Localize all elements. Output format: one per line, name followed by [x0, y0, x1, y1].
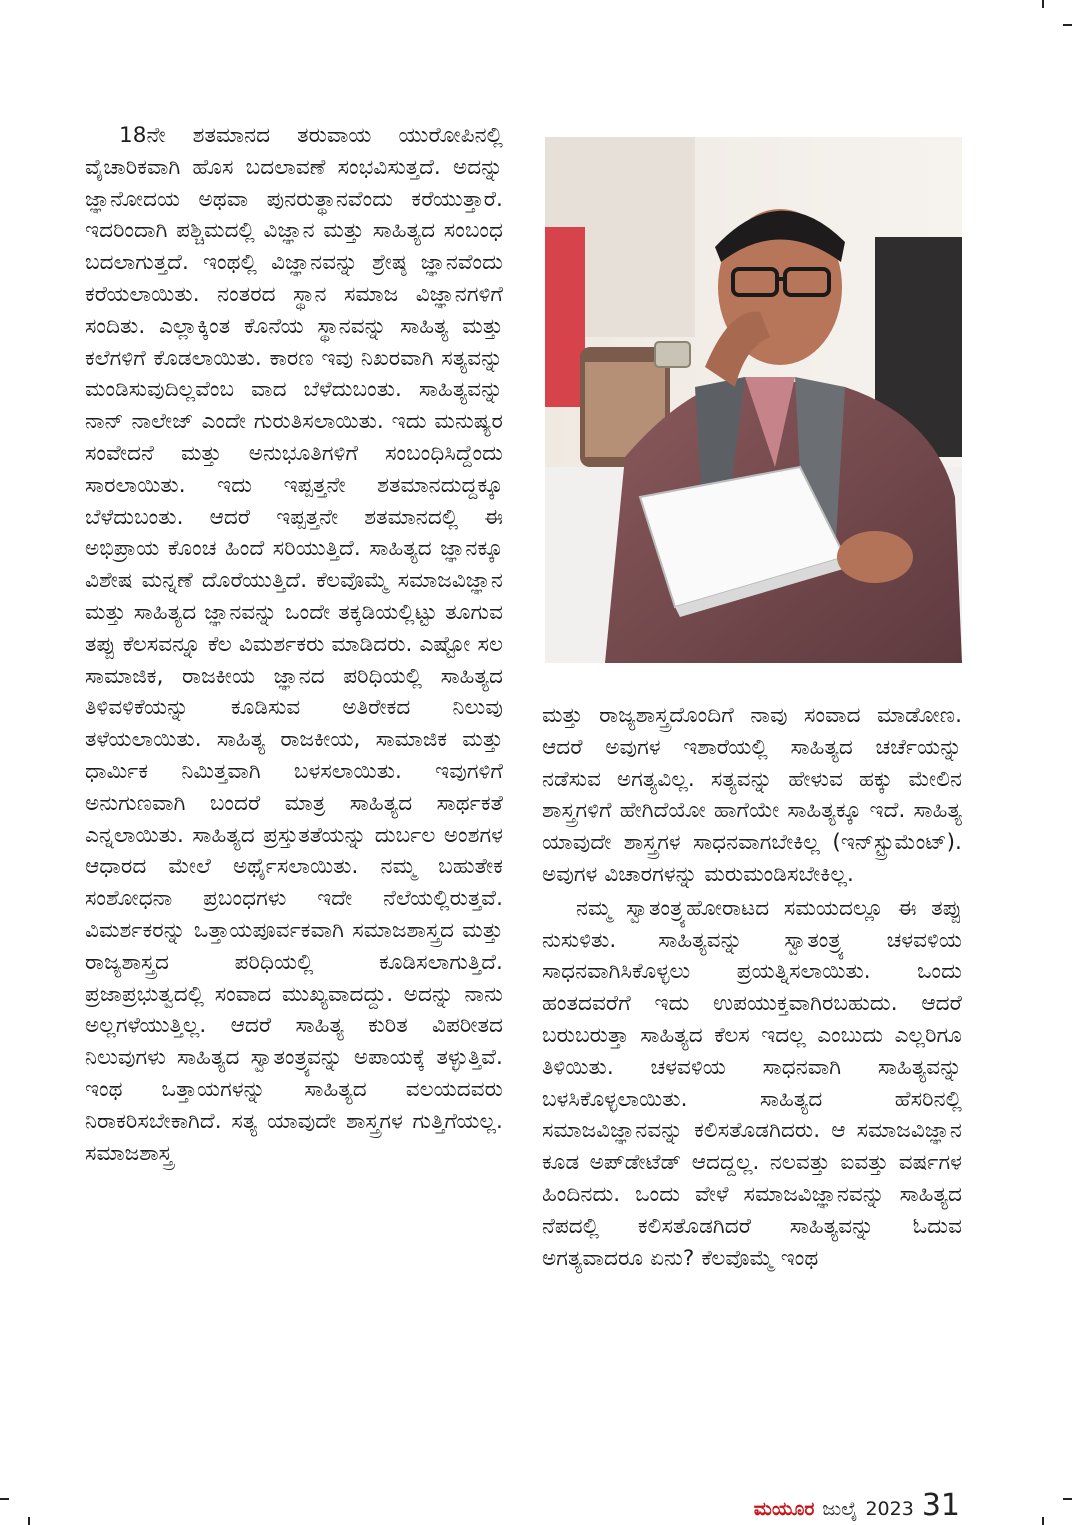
paragraph: 18ನೇ ಶತಮಾನದ ತರುವಾಯ ಯುರೋಪಿನಲ್ಲಿ ವೈಚಾರಿಕವಾಗಿ ಹೊಸ ಬದಲಾವಣೆ ಸಂಭವಿಸುತ್ತದೆ. ಅದನ್ನು ಜ್ಞಾನೋದಯ ಅಥವಾ ಪುನರುತ್ಥಾನವೆಂದು ಕರೆಯುತ್ತಾರೆ. ಇದರಿಂದಾಗಿ ಪಶ್ಚಿಮದಲ್ಲಿ ವಿಜ್ಞಾನ ಮತ್ತು ಸಾಹಿತ್ಯದ ಸಂಬಂಧ ಬದಲಾಗುತ್ತದೆ. ಇಂಥಲ್ಲಿ ವಿಜ್ಞಾನವನ್ನು ಶ್ರೇಷ್ಠ ಜ್ಞಾನವೆಂದು ಕರೆಯಲಾಯಿತು. ನಂತರದ ಸ್ಥಾನ ಸಮಾಜ ವಿಜ್ಞಾನಗಳಿಗೆ ಸಂದಿತು. ಎಲ್ಲಾಕ್ಕಿಂತ ಕೊನೆಯ ಸ್ಥಾನವನ್ನು ಸಾಹಿತ್ಯ ಮತ್ತು ಕಲೆಗಳಿಗೆ ಕೊಡಲಾಯಿತು. ಕಾರಣ ಇವು ನಿಖರವಾಗಿ ಸತ್ಯವನ್ನು ಮಂಡಿಸುವುದಿಲ್ಲವೆಂಬ ವಾದ ಬೆಳೆದುಬಂತು. ಸಾಹಿತ್ಯವನ್ನು ನಾನ್ ನಾಲೇಜ್ ಎಂದೇ ಗುರುತಿಸಲಾಯಿತು. ಇದು ಮನುಷ್ಯರ ಸಂವೇದನೆ ಮತ್ತು ಅನುಭೂತಿಗಳಿಗೆ ಸಂಬಂಧಿಸಿದ್ದೆಂದು ಸಾರಲಾಯಿತು. ಇದು ಇಪ್ಪತ್ತನೇ ಶತಮಾನದುದ್ದಕ್ಕೂ ಬೆಳೆದುಬಂತು. ಆದರೆ ಇಪ್ಪತ್ತನೇ ಶತಮಾನದಲ್ಲಿ ಈ ಅಭಿಪ್ರಾಯ ಕೊಂಚ ಹಿಂದೆ ಸರಿಯುತ್ತಿದೆ. ಸಾಹಿತ್ಯದ ಜ್ಞಾನಕ್ಕೂ ವಿಶೇಷ ಮನ್ನಣೆ ದೊರೆಯುತ್ತಿದೆ. ಕೆಲವೊಮ್ಮೆ ಸಮಾಜವಿಜ್ಞಾನ ಮತ್ತು ಸಾಹಿತ್ಯದ ಜ್ಞಾನವನ್ನು ಒಂದೇ ತಕ್ಕಡಿಯಲ್ಲಿಟ್ಟು ತೂಗುವ ತಪ್ಪು ಕೆಲಸವನ್ನೂ ಕೆಲ ವಿಮರ್ಶಕರು ಮಾಡಿದರು. ಎಷ್ಟೋ ಸಲ ಸಾಮಾಜಿಕ, ರಾಜಕೀಯ ಜ್ಞಾನದ ಪರಿಧಿಯಲ್ಲಿ ಸಾಹಿತ್ಯದ ತಿಳಿವಳಿಕೆಯನ್ನು ಕೂಡಿಸುವ ಅತಿರೇಕದ ನಿಲುವು ತಳೆಯಲಾಯಿತು. ಸಾಹಿತ್ಯ ರಾಜಕೀಯ, ಸಾಮಾಜಿಕ ಮತ್ತು ಧಾರ್ಮಿಕ ನಿಮಿತ್ತವಾಗಿ ಬಳಸಲಾಯಿತು. ಇವುಗಳಿಗೆ ಅನುಗುಣವಾಗಿ ಬಂದರೆ ಮಾತ್ರ ಸಾಹಿತ್ಯದ ಸಾರ್ಥಕತೆ ಎನ್ನಲಾಯಿತು. ಸಾಹಿತ್ಯದ ಪ್ರಸ್ತುತತೆಯನ್ನು ದುರ್ಬಲ ಅಂಶಗಳ ಆಧಾರದ ಮೇಲೆ ಅರ್ಥೈಸಲಾಯಿತು. ನಮ್ಮ ಬಹುತೇಕ ಸಂಶೋಧನಾ ಪ್ರಬಂಧಗಳು ಇದೇ ನೆಲೆಯಲ್ಲಿರುತ್ತವೆ. ವಿಮರ್ಶಕರನ್ನು ಒತ್ತಾಯಪೂರ್ವಕವಾಗಿ ಸಮಾಜಶಾಸ್ತ್ರದ ಮತ್ತು ರಾಜ್ಯಶಾಸ್ತ್ರದ ಪರಿಧಿಯಲ್ಲಿ ಕೂಡಿಸಲಾಗುತ್ತಿದೆ. ಪ್ರಜಾಪ್ರಭುತ್ವದಲ್ಲಿ ಸಂವಾದ ಮುಖ್ಯವಾದದ್ದು. ಅದನ್ನು ನಾನು ಅಲ್ಲಗಳೆಯುತ್ತಿಲ್ಲ. ಆದರೆ ಸಾಹಿತ್ಯ ಕುರಿತ ವಿಪರೀತದ ನಿಲುವುಗಳು ಸಾಹಿತ್ಯದ ಸ್ವಾತಂತ್ರ್ಯವನ್ನು ಅಪಾಯಕ್ಕೆ ತಳ್ಳುತ್ತಿವೆ. ಇಂಥ ಒತ್ತಾಯಗಳನ್ನು ಸಾಹಿತ್ಯದ ವಲಯದವರು ನಿರಾಕರಿಸಬೇಕಾಗಿದೆ. ಸತ್ಯ ಯಾವುದೇ ಶಾಸ್ತ್ರಗಳ ಗುತ್ತಿಗೆಯಲ್ಲ. ಸಮಾಜಶಾಸ್ತ್ರ: [85, 123, 503, 1166]
issue-year: 2023: [865, 1498, 914, 1520]
paragraph: ಮತ್ತು ರಾಜ್ಯಶಾಸ್ತ್ರದೊಂದಿಗೆ ನಾವು ಸಂವಾದ ಮಾಡೋಣ. ಆದರೆ ಅವುಗಳ ಇಶಾರೆಯಲ್ಲಿ ಸಾಹಿತ್ಯದ ಚರ್ಚೆಯನ್ನು ನಡೆಸುವ ಅಗತ್ಯವಿಲ್ಲ. ಸತ್ಯವನ್ನು ಹೇಳುವ ಹಕ್ಕು ಮೇಲಿನ ಶಾಸ್ತ್ರಗಳಿಗೆ ಹೇಗಿದೆಯೋ ಹಾಗೆಯೇ ಸಾಹಿತ್ಯಕ್ಕೂ ಇದೆ. ಸಾಹಿತ್ಯ ಯಾವುದೇ ಶಾಸ್ತ್ರಗಳ ಸಾಧನವಾಗಬೇಕಿಲ್ಲ (ಇನ್‌ಸ್ಟ್ರುಮೆಂಟ್). ಅವುಗಳ ವಿಚಾರಗಳನ್ನು ಮರುಮಂಡಿಸಬೇಕಿಲ್ಲ.: [542, 703, 962, 887]
crop-mark: [1042, 1517, 1044, 1525]
author-photo-image: [545, 137, 962, 663]
magazine-logo: ಮಯೂರ: [753, 1498, 815, 1520]
crop-mark: [0, 1498, 9, 1500]
page-footer: [754, 1488, 960, 1523]
crop-mark: [1063, 1498, 1072, 1500]
crop-mark: [1042, 0, 1044, 8]
author-photo: [545, 137, 962, 663]
issue-month: ಜುಲೈ: [822, 1498, 858, 1520]
crop-mark: [28, 1517, 30, 1525]
article-column-right: [542, 700, 962, 1274]
paragraph: ನಮ್ಮ ಸ್ವಾತಂತ್ರ್ಯಹೋರಾಟದ ಸಮಯದಲ್ಲೂ ಈ ತಪ್ಪು ನುಸುಳಿತು. ಸಾಹಿತ್ಯವನ್ನು ಸ್ವಾತಂತ್ರ್ಯ ಚಳವಳಿಯ ಸಾಧನವಾಗಿಸಿಕೊಳ್ಳಲು ಪ್ರಯತ್ನಿಸಲಾಯಿತು. ಒಂದು ಹಂತದವರೆಗೆ ಇದು ಉಪಯುಕ್ತವಾಗಿರಬಹುದು. ಆದರೆ ಬರುಬರುತ್ತಾ ಸಾಹಿತ್ಯದ ಕೆಲಸ ಇದಲ್ಲ ಎಂಬುದು ಎಲ್ಲರಿಗೂ ತಿಳಿಯಿತು. ಚಳವಳಿಯ ಸಾಧನವಾಗಿ ಸಾಹಿತ್ಯವನ್ನು ಬಳಸಿಕೊಳ್ಳಲಾಯಿತು. ಸಾಹಿತ್ಯದ ಹೆಸರಿನಲ್ಲಿ ಸಮಾಜವಿಜ್ಞಾನವನ್ನು ಕಲಿಸತೊಡಗಿದರು. ಆ ಸಮಾಜವಿಜ್ಞಾನ ಕೂಡ ಅಪ್‌ಡೇಟೆಡ್ ಆದದ್ದಲ್ಲ. ನಲವತ್ತು ಐವತ್ತು ವರ್ಷಗಳ ಹಿಂದಿನದು. ಒಂದು ವೇಳೆ ಸಮಾಜವಿಜ್ಞಾನವನ್ನು ಸಾಹಿತ್ಯದ ನೆಪದಲ್ಲಿ ಕಲಿಸತೊಡಗಿದರೆ ಸಾಹಿತ್ಯವನ್ನು ಓದುವ ಅಗತ್ಯವಾದರೂ ಏನು? ಕೆಲವೊಮ್ಮೆ ಇಂಥ: [542, 895, 962, 1271]
article-column-left: [85, 120, 503, 1169]
crop-mark: [1063, 24, 1072, 26]
page-number: 31: [921, 1488, 960, 1523]
